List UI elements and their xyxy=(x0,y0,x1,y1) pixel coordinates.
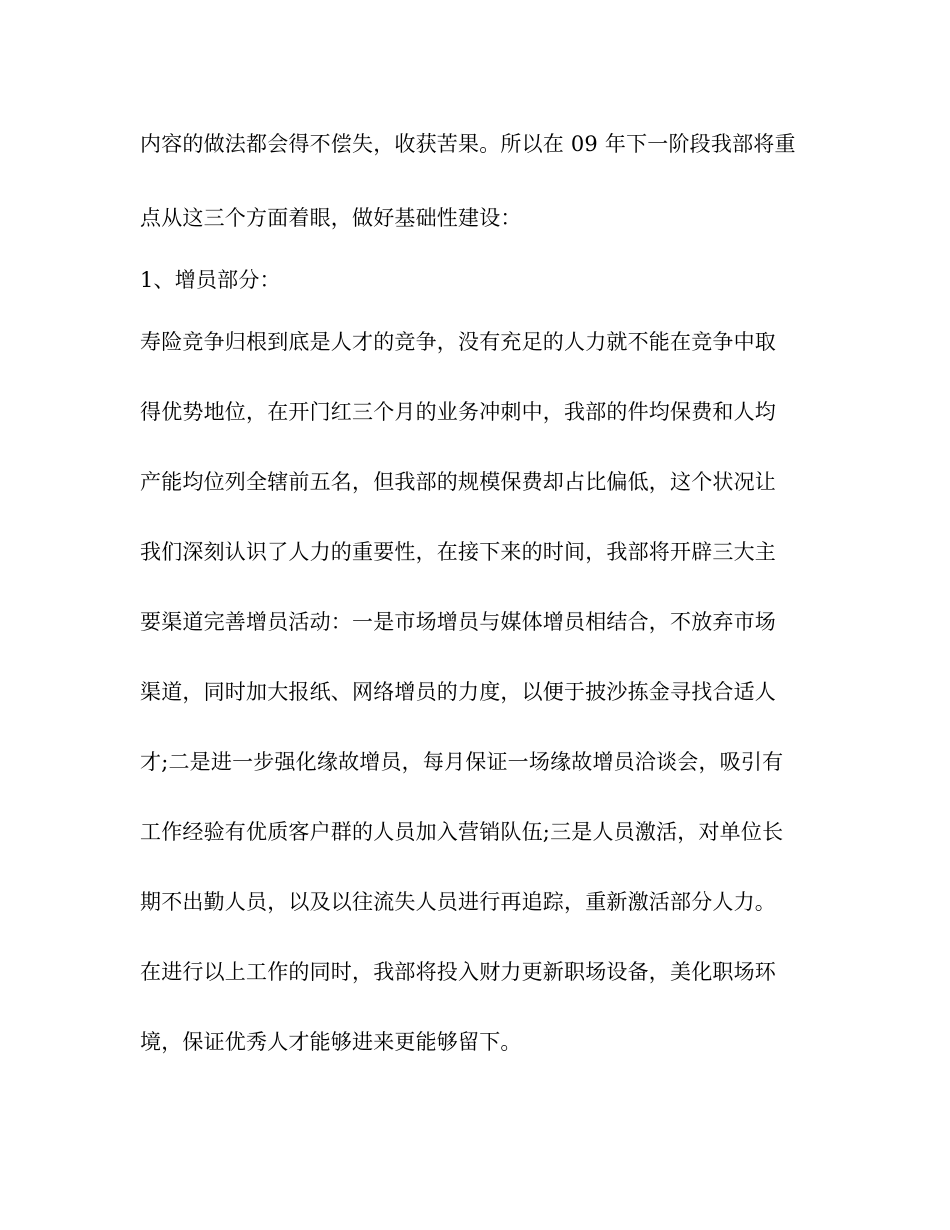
paragraph-line: 产能均位列全辖前五名，但我部的规模保费却占比偏低，这个状况让 xyxy=(140,470,776,494)
paragraph-line: 境，保证优秀人才能够进来更能够留下。 xyxy=(140,1030,522,1054)
paragraph-line: 要渠道完善增员活动：一是市场增员与媒体增员相结合，不放弃市场 xyxy=(140,610,776,634)
paragraph-line: 期不出勤人员，以及以往流失人员进行再追踪，重新激活部分人力。 xyxy=(140,890,776,914)
paragraph-line: 寿险竞争归根到底是人才的竞争，没有充足的人力就不能在竞争中取 xyxy=(140,330,776,354)
paragraph-line: 在进行以上工作的同时，我部将投入财力更新职场设备，美化职场环 xyxy=(140,960,776,984)
section-heading: 1、增员部分： xyxy=(140,268,281,292)
paragraph-line: 才;二是进一步强化缘故增员，每月保证一场缘故增员洽谈会，吸引有 xyxy=(140,750,784,774)
paragraph-line: 得优势地位，在开门红三个月的业务冲刺中，我部的件均保费和人均 xyxy=(140,400,776,424)
paragraph-line: 点从这三个方面着眼，做好基础性建设： xyxy=(140,206,522,230)
paragraph-line: 渠道，同时加大报纸、网络增员的力度，以便于披沙拣金寻找合适人 xyxy=(140,680,776,704)
paragraph-line: 内容的做法都会得不偿失，收获苦果。所以在 09 年下一阶段我部将重 xyxy=(140,132,796,156)
paragraph-line: 我们深刻认识了人力的重要性，在接下来的时间，我部将开辟三大主 xyxy=(140,540,776,564)
paragraph-line: 工作经验有优质客户群的人员加入营销队伍;三是人员激活，对单位长 xyxy=(140,820,784,844)
